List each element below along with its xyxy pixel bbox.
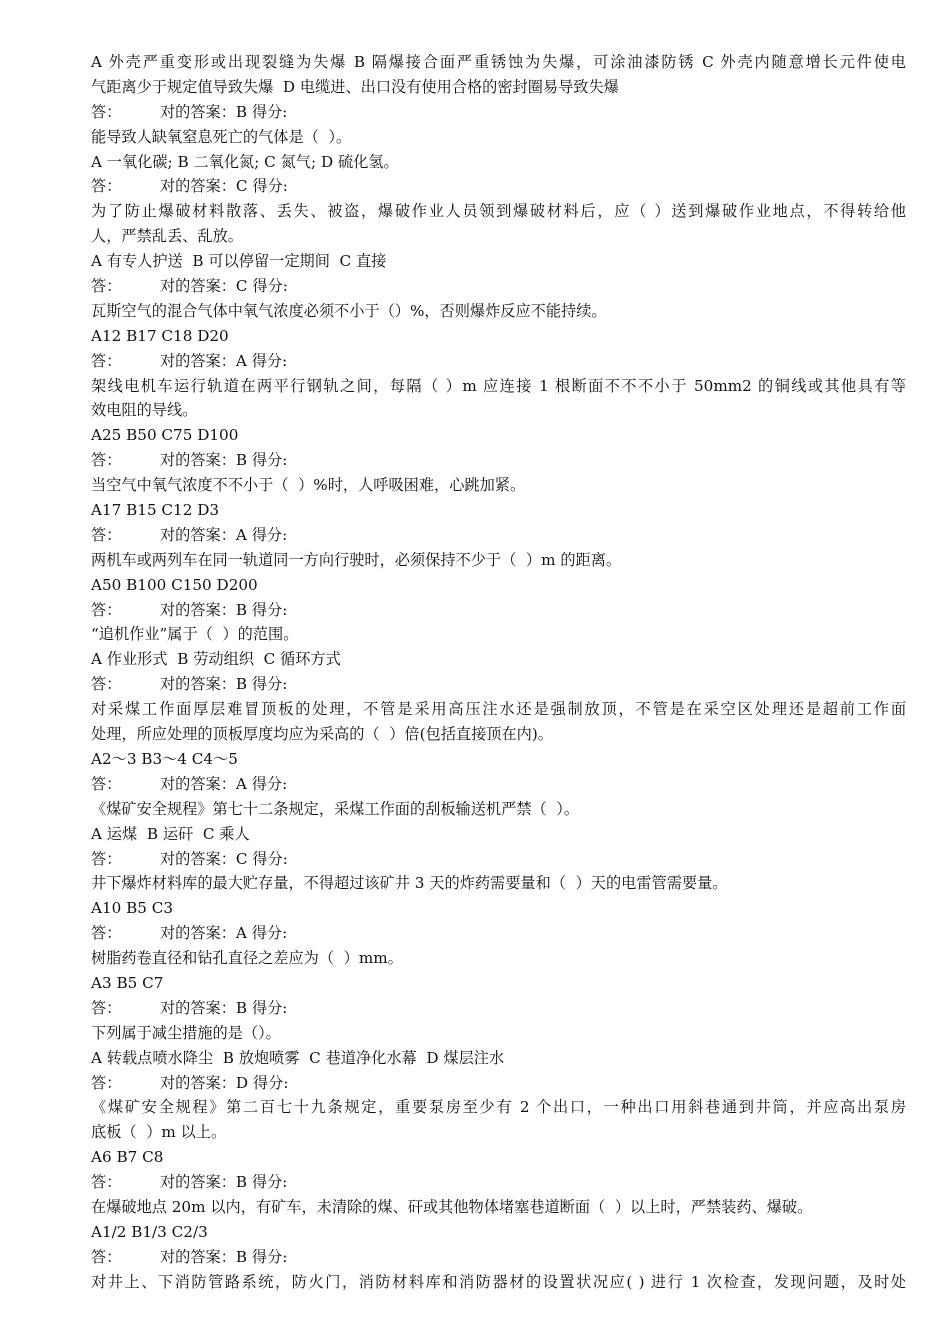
- answer-line-8: 答： 对的答案：B 得分:: [91, 675, 288, 694]
- text-line-2: 气距离少于规定值导致失爆 D 电缆进、出口没有使用合格的密封圈易导致失爆: [91, 77, 619, 96]
- question-line-14b: 底板（ ）m 以上。: [91, 1123, 227, 1142]
- answer-line-7: 答： 对的答案：B 得分:: [91, 600, 288, 619]
- answer-line-12: 答： 对的答案：B 得分:: [91, 998, 288, 1017]
- question-line-3a: 为了防止爆破材料散落、丢失、被盗，爆破作业人员领到爆破材料后，应（ ）送到爆破作业地点，不得转给他: [91, 202, 906, 221]
- question-line-14a: 《煤矿安全规程》第二百七十九条规定，重要泵房至少有 2 个出口，一种出口用斜巷通到井筒，并应高出泵房: [91, 1098, 906, 1117]
- options-line-13: A 转载点喷水降尘 B 放炮喷雾 C 巷道净化水幕 D 煤层注水: [91, 1048, 505, 1067]
- question-line-3b: 人，严禁乱丢、乱放。: [91, 227, 243, 246]
- answer-line-3: 答： 对的答案：C 得分:: [91, 277, 288, 296]
- document-page: [91, 50, 906, 1295]
- question-line-13: 下列属于减尘措施的是（）。: [91, 1023, 281, 1042]
- question-line-5b: 效电阻的导线。: [91, 401, 198, 420]
- question-line-11: 井下爆炸材料库的最大贮存量，不得超过该矿井 3 天的炸药需要量和（ ）天的电雷管需要量。: [91, 874, 728, 893]
- question-line-12: 树脂药卷直径和钻孔直径之差应为（ ）mm。: [91, 949, 403, 968]
- answer-line-4: 答： 对的答案：A 得分:: [91, 351, 288, 370]
- question-line-6: 当空气中氧气浓度不不小于（ ）%时，人呼吸困难，心跳加紧。: [91, 476, 526, 495]
- options-line-5: A25 B50 C75 D100: [91, 426, 239, 445]
- options-line-8: A 作业形式 B 劳动组织 C 循环方式: [91, 650, 341, 669]
- options-line-9: A2～3 B3～4 C4～5: [91, 749, 238, 768]
- options-line-2: A 一氧化碳; B 二氧化氮; C 氮气; D 硫化氢。: [91, 152, 399, 171]
- options-line-15: A1/2 B1/3 C2/3: [91, 1222, 208, 1241]
- options-line-3: A 有专人护送 B 可以停留一定期间 C 直接: [91, 252, 387, 271]
- answer-line-2: 答： 对的答案：C 得分:: [91, 177, 288, 196]
- options-line-12: A3 B5 C7: [91, 973, 164, 992]
- question-line-2: 能导致人缺氧窒息死亡的气体是（ ）。: [91, 127, 352, 146]
- answer-line-1: 答： 对的答案：B 得分:: [91, 102, 288, 121]
- question-line-5a: 架线电机车运行轨道在两平行钢轨之间，每隔（ ）m 应连接 1 根断面不不不小于 50mm2 的铜线或其他具有等: [91, 376, 906, 395]
- answer-line-9: 答： 对的答案：A 得分:: [91, 774, 288, 793]
- answer-line-14: 答： 对的答案：B 得分:: [91, 1173, 288, 1192]
- question-line-9b: 处理，所应处理的顶板厚度均应为采高的（ ）倍(包括直接顶在内)。: [91, 725, 553, 744]
- options-line-4: A12 B17 C18 D20: [91, 326, 229, 345]
- answer-line-13: 答： 对的答案：D 得分:: [91, 1073, 289, 1092]
- question-line-10: 《煤矿安全规程》第七十二条规定，采煤工作面的刮板输送机严禁（ ）。: [91, 799, 580, 818]
- text-line-1: A 外壳严重变形或出现裂缝为失爆 B 隔爆接合面严重锈蚀为失爆，可涂油漆防锈 C 外壳内随意增长元件使电: [91, 53, 906, 71]
- options-line-7: A50 B100 C150 D200: [91, 575, 258, 594]
- answer-line-15: 答： 对的答案：B 得分:: [91, 1247, 288, 1266]
- question-line-4: 瓦斯空气的混合气体中氧气浓度必须不小于（）%，否则爆炸反应不能持续。: [91, 301, 607, 320]
- answer-line-10: 答： 对的答案：C 得分:: [91, 849, 288, 868]
- question-line-8: “追机作业”属于（ ）的范围。: [91, 625, 299, 644]
- question-line-9a: 对采煤工作面厚层难冒顶板的处理，不管是采用高压注水还是强制放顶，不管是在采空区处理还是超前工作面: [91, 700, 906, 719]
- options-line-11: A10 B5 C3: [91, 899, 174, 918]
- question-line-7: 两机车或两列车在同一轨道同一方向行驶时，必须保持不少于（ ）m 的距离。: [91, 550, 622, 569]
- answer-line-11: 答： 对的答案：A 得分:: [91, 924, 288, 943]
- options-line-6: A17 B15 C12 D3: [91, 501, 220, 520]
- question-line-15: 在爆破地点 20m 以内，有矿车，未清除的煤、矸或其他物体堵塞巷道断面（ ）以上时，严禁装药、爆破。: [91, 1197, 813, 1216]
- question-line-16a: 对井上、下消防管路系统，防火门，消防材料库和消防器材的设置状况应( ) 进行 1 次检查，发现问题，及时处: [91, 1272, 906, 1291]
- options-line-10: A 运煤 B 运矸 C 乘人: [91, 824, 250, 843]
- answer-line-5: 答： 对的答案：B 得分:: [91, 451, 288, 470]
- options-line-14: A6 B7 C8: [91, 1148, 164, 1167]
- answer-line-6: 答： 对的答案：A 得分:: [91, 525, 288, 544]
